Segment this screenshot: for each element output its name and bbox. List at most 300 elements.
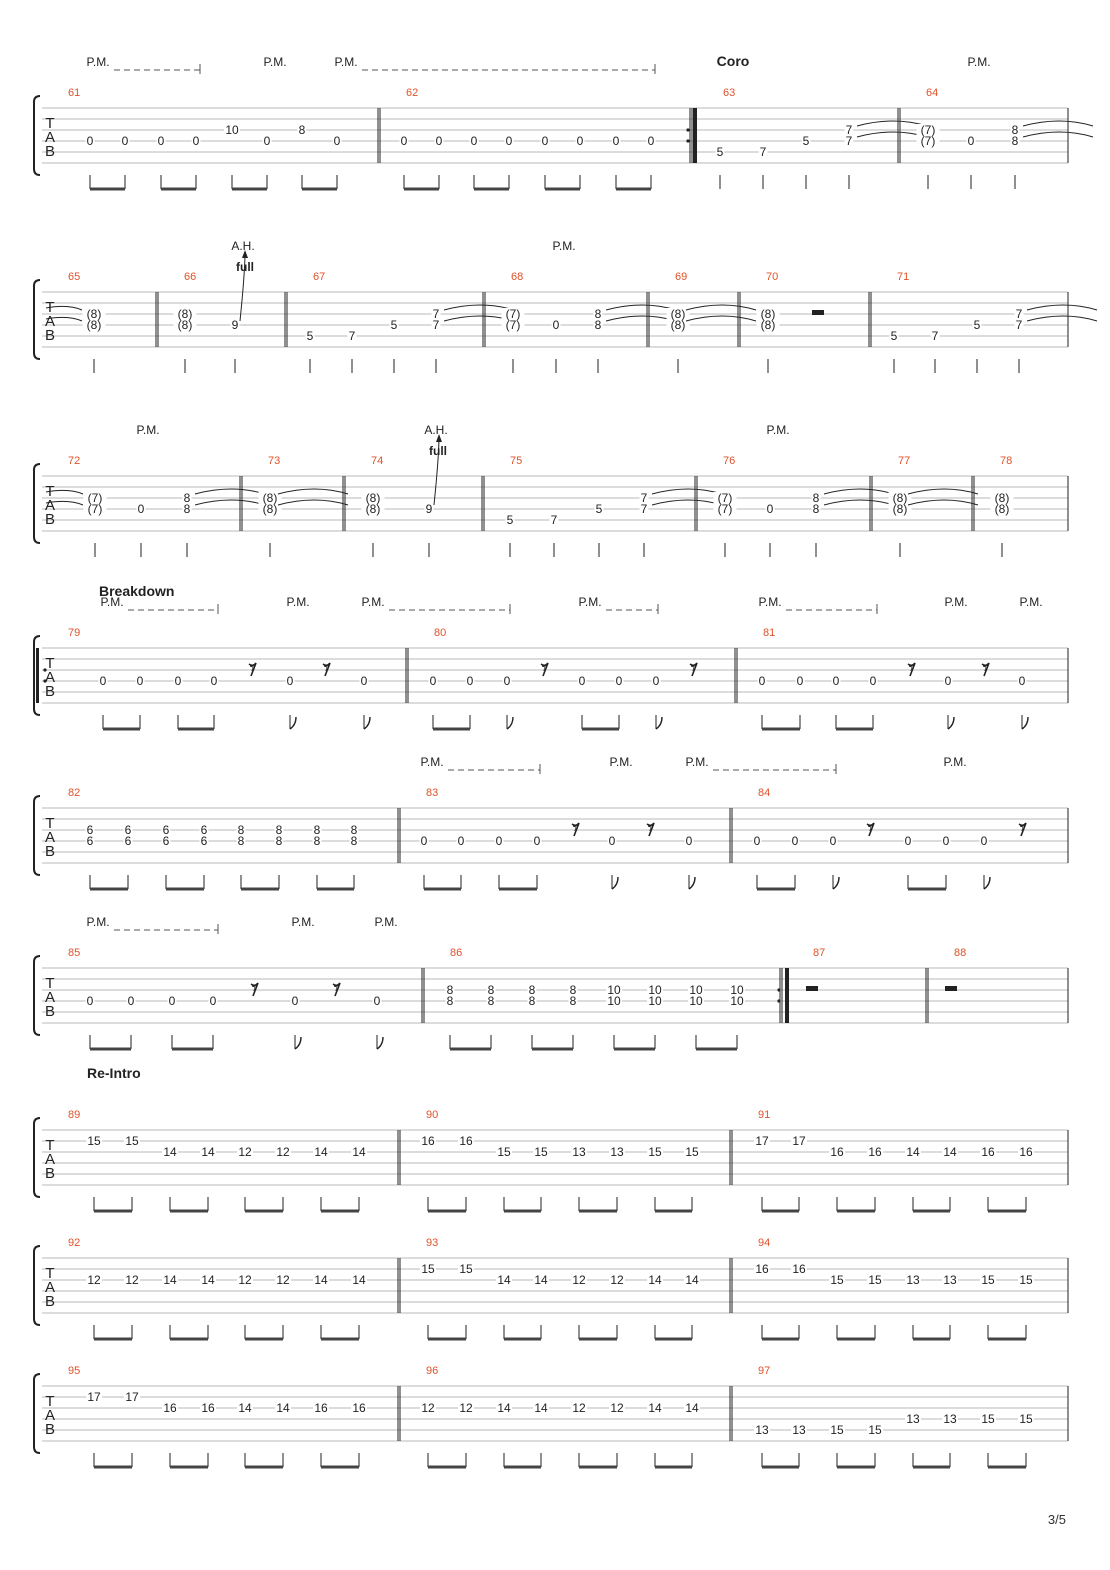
fret-number: (8)	[760, 307, 776, 321]
fret-number: 0	[435, 134, 443, 148]
bar-number: 71	[897, 271, 910, 283]
fret-number: 16	[830, 1145, 844, 1159]
note-beam	[321, 1338, 359, 1341]
fret-number: 5	[595, 502, 603, 516]
fret-number: 7	[845, 123, 853, 137]
note-beam	[245, 1466, 283, 1469]
fret-number: 17	[125, 1390, 139, 1404]
fret-number: 15	[868, 1273, 882, 1287]
fret-number: 8	[298, 123, 306, 137]
tie-arc	[908, 500, 978, 505]
fret-number: 12	[610, 1401, 624, 1415]
fret-number: 0	[495, 834, 503, 848]
note-beam	[161, 188, 196, 191]
bar-number: 72	[68, 455, 81, 467]
tab-clef-letter: A	[44, 1279, 56, 1296]
fret-number: 10	[607, 994, 621, 1008]
tab-clef-letter: T	[45, 815, 55, 832]
tie-arc	[652, 489, 722, 494]
tie-arc	[195, 500, 265, 505]
fret-number: 10	[689, 994, 703, 1008]
fret-number: 13	[943, 1412, 957, 1426]
fret-number: (8)	[892, 491, 908, 505]
fret-number: 0	[766, 502, 774, 516]
fret-number: 0	[758, 674, 766, 688]
fret-number: 8	[183, 491, 191, 505]
eighth-rest: 𝄾	[867, 818, 873, 838]
fret-number: 0	[286, 674, 294, 688]
bar-number: 77	[898, 455, 911, 467]
fret-number: 7	[640, 502, 648, 516]
fret-number: 8	[528, 983, 536, 997]
fret-number: 0	[753, 834, 761, 848]
fret-number: 0	[552, 318, 560, 332]
fret-number: 0	[86, 994, 94, 1008]
note-beam	[245, 1210, 283, 1213]
fret-number: (7)	[717, 502, 733, 516]
fret-number: 14	[352, 1145, 366, 1159]
repeat-dot	[777, 999, 780, 1002]
note-beam	[545, 188, 580, 191]
note-beam	[433, 728, 470, 731]
system-bracket	[34, 464, 40, 543]
staff-system	[34, 764, 1068, 891]
fret-number: 0	[832, 674, 840, 688]
palm-mute-label: P.M.	[1019, 595, 1043, 609]
palm-mute-label: P.M.	[578, 595, 602, 609]
fret-number: (8)	[670, 307, 686, 321]
fret-number: 14	[534, 1401, 548, 1415]
repeat-dot	[686, 139, 689, 142]
note-flag	[833, 877, 839, 889]
fret-number: 7	[432, 318, 440, 332]
note-flag	[948, 717, 954, 729]
staff-system	[34, 250, 1097, 373]
fret-number: 0	[796, 674, 804, 688]
fret-number: 8	[237, 834, 245, 848]
palm-mute-label: P.M.	[766, 423, 790, 437]
fret-number: 5	[506, 513, 514, 527]
fret-number: 15	[868, 1423, 882, 1437]
fret-number: 16	[981, 1145, 995, 1159]
fret-number: 16	[868, 1145, 882, 1159]
system-bracket	[34, 280, 40, 359]
bar-number: 86	[450, 947, 463, 959]
bar-number: 89	[68, 1109, 81, 1121]
fret-number: 8	[350, 823, 358, 837]
note-beam	[988, 1338, 1026, 1341]
tab-clef-letter: B	[44, 683, 56, 700]
bar-number: 74	[371, 455, 384, 467]
note-beam	[913, 1210, 950, 1213]
tie-arc	[652, 500, 722, 505]
fret-number: 14	[276, 1401, 290, 1415]
bar-number: 91	[758, 1109, 771, 1121]
fret-number: 15	[830, 1273, 844, 1287]
note-flag	[364, 717, 370, 729]
tab-clef-letter: T	[45, 115, 55, 132]
fret-number: (8)	[177, 307, 193, 321]
note-beam	[450, 1048, 491, 1051]
fret-number: 0	[210, 674, 218, 688]
palm-mute-label: P.M.	[374, 915, 398, 929]
rest-symbol	[806, 986, 818, 991]
note-beam	[837, 1338, 875, 1341]
note-beam	[532, 1048, 573, 1051]
fret-number: 10	[607, 983, 621, 997]
eighth-rest: 𝄾	[647, 818, 653, 838]
fret-number: 5	[716, 145, 724, 159]
fret-number: 12	[276, 1273, 290, 1287]
fret-number: 0	[1018, 674, 1026, 688]
palm-mute-label: P.M.	[263, 55, 287, 69]
fret-number: 0	[121, 134, 129, 148]
fret-number: 15	[87, 1134, 101, 1148]
palm-mute-label: P.M.	[943, 755, 967, 769]
fret-number: 7	[1015, 318, 1023, 332]
palm-mute-label: P.M.	[420, 755, 444, 769]
fret-number: 0	[373, 994, 381, 1008]
system-bracket	[34, 1118, 40, 1197]
fret-number: 12	[238, 1145, 252, 1159]
palm-mute-label: P.M.	[86, 55, 110, 69]
fret-number: 15	[1019, 1412, 1033, 1426]
staff-system	[34, 1246, 1068, 1341]
tab-clef-letter: T	[45, 655, 55, 672]
eighth-rest: 𝄾	[541, 658, 547, 678]
fret-number: 8	[446, 994, 454, 1008]
bar-number: 80	[434, 627, 447, 639]
tie-arc	[278, 500, 348, 505]
tie-arc	[1027, 305, 1097, 310]
fret-number: 6	[124, 834, 132, 848]
bar-number: 90	[426, 1109, 439, 1121]
fret-number: (8)	[262, 491, 278, 505]
fret-number: 9	[425, 502, 433, 516]
bar-number: 81	[763, 627, 776, 639]
repeat-bar	[693, 108, 697, 163]
eighth-rest: 𝄾	[982, 658, 988, 678]
fret-number: 8	[446, 983, 454, 997]
fret-number: 7	[432, 307, 440, 321]
bend-amount: full	[429, 444, 447, 458]
note-beam	[428, 1466, 466, 1469]
system-bracket	[34, 796, 40, 875]
fret-number: 5	[802, 134, 810, 148]
fret-number: 6	[162, 834, 170, 848]
fret-number: 0	[615, 674, 623, 688]
palm-mute-label: P.M.	[136, 423, 160, 437]
fret-number: 0	[652, 674, 660, 688]
note-beam	[913, 1338, 950, 1341]
bar-number: 84	[758, 787, 771, 799]
fret-number: 15	[421, 1262, 435, 1276]
bar-number: 66	[184, 271, 197, 283]
note-flag	[295, 1037, 301, 1049]
fret-number: 14	[352, 1273, 366, 1287]
fret-number: 6	[200, 834, 208, 848]
fret-number: (8)	[892, 502, 908, 516]
fret-number: 0	[904, 834, 912, 848]
fret-number: 12	[87, 1273, 101, 1287]
bar-number: 61	[68, 87, 81, 99]
fret-number: (8)	[994, 502, 1010, 516]
fret-number: 14	[314, 1273, 328, 1287]
section-label: Re-Intro	[87, 1065, 141, 1081]
fret-number: 0	[942, 834, 950, 848]
note-beam	[579, 1466, 617, 1469]
fret-number: 0	[157, 134, 165, 148]
fret-number: 17	[87, 1390, 101, 1404]
section-label: Breakdown	[99, 583, 175, 599]
fret-number: 0	[533, 834, 541, 848]
palm-mute-label: A.H.	[424, 423, 448, 437]
fret-number: 16	[201, 1401, 215, 1415]
fret-number: 15	[685, 1145, 699, 1159]
fret-number: 0	[578, 674, 586, 688]
fret-number: (7)	[920, 123, 936, 137]
fret-number: (7)	[87, 502, 103, 516]
tab-clef-letter: B	[44, 1293, 56, 1310]
eighth-rest: 𝄾	[249, 658, 255, 678]
eighth-rest: 𝄾	[908, 658, 914, 678]
fret-number: 15	[125, 1134, 139, 1148]
note-beam	[474, 188, 509, 191]
tie-arc	[824, 500, 894, 505]
tab-clef-letter: T	[45, 1137, 55, 1154]
note-beam	[655, 1338, 692, 1341]
fret-number: 10	[730, 994, 744, 1008]
tab-clef-letter: B	[44, 1421, 56, 1438]
fret-number: 6	[200, 823, 208, 837]
note-beam	[504, 1466, 541, 1469]
fret-number: 0	[209, 994, 217, 1008]
note-beam	[232, 188, 267, 191]
fret-number: 8	[812, 502, 820, 516]
tab-clef-letter: T	[45, 1265, 55, 1282]
note-beam	[245, 1338, 283, 1341]
fret-number: 7	[1015, 307, 1023, 321]
fret-number: 12	[610, 1273, 624, 1287]
note-beam	[321, 1210, 359, 1213]
fret-number: 13	[610, 1145, 624, 1159]
fret-number: 14	[906, 1145, 920, 1159]
fret-number: (7)	[505, 307, 521, 321]
note-beam	[655, 1210, 692, 1213]
system-bracket	[34, 96, 40, 175]
fret-number: (8)	[760, 318, 776, 332]
eighth-rest: 𝄾	[333, 978, 339, 998]
repeat-dot	[777, 988, 780, 991]
fret-number: 10	[648, 994, 662, 1008]
note-beam	[170, 1338, 208, 1341]
tie-arc	[824, 489, 894, 494]
tie-arc	[606, 316, 676, 321]
fret-number: 15	[830, 1423, 844, 1437]
bar-number: 68	[511, 271, 524, 283]
fret-number: 8	[275, 834, 283, 848]
bar-number: 62	[406, 87, 419, 99]
note-beam	[762, 1338, 799, 1341]
bar-number: 75	[510, 455, 523, 467]
fret-number: (8)	[177, 318, 193, 332]
fret-number: (7)	[87, 491, 103, 505]
fret-number: 0	[576, 134, 584, 148]
fret-number: 0	[612, 134, 620, 148]
fret-number: 13	[792, 1423, 806, 1437]
fret-number: 14	[201, 1145, 215, 1159]
bar-number: 96	[426, 1365, 439, 1377]
tab-clef-letter: A	[44, 129, 56, 146]
tie-arc	[1027, 316, 1097, 321]
fret-number: 0	[86, 134, 94, 148]
fret-number: 16	[459, 1134, 473, 1148]
page-number: 3/5	[1047, 1512, 1066, 1527]
fret-number: 16	[792, 1262, 806, 1276]
fret-number: 8	[1011, 134, 1019, 148]
fret-number: (7)	[505, 318, 521, 332]
fret-number: 10	[648, 983, 662, 997]
fret-number: 12	[238, 1273, 252, 1287]
tie-arc	[1023, 121, 1093, 126]
eighth-rest: 𝄾	[1019, 818, 1025, 838]
eighth-rest: 𝄾	[572, 818, 578, 838]
note-beam	[762, 1210, 799, 1213]
fret-number: 5	[890, 329, 898, 343]
fret-number: 6	[124, 823, 132, 837]
tab-clef-letter: B	[44, 327, 56, 344]
repeat-dot	[686, 128, 689, 131]
fret-number: 16	[755, 1262, 769, 1276]
fret-number: 0	[429, 674, 437, 688]
fret-number: 8	[1011, 123, 1019, 137]
fret-number: 13	[755, 1423, 769, 1437]
palm-mute-label: P.M.	[685, 755, 709, 769]
bar-number: 92	[68, 1237, 81, 1249]
fret-number: 6	[86, 823, 94, 837]
note-flag	[290, 717, 296, 729]
bend-amount: full	[236, 260, 254, 274]
palm-mute-label: P.M.	[609, 755, 633, 769]
note-flag	[612, 877, 618, 889]
fret-number: 12	[459, 1401, 473, 1415]
palm-mute-label: P.M.	[334, 55, 358, 69]
note-beam	[90, 188, 125, 191]
tie-arc	[686, 305, 756, 310]
note-beam	[178, 728, 214, 731]
note-beam	[90, 888, 128, 891]
fret-number: 15	[1019, 1273, 1033, 1287]
note-beam	[172, 1048, 213, 1051]
fret-number: (8)	[262, 502, 278, 516]
note-beam	[241, 888, 279, 891]
fret-number: 10	[225, 123, 239, 137]
fret-number: 8	[237, 823, 245, 837]
note-beam	[836, 728, 873, 731]
note-flag	[1022, 717, 1028, 729]
fret-number: 0	[466, 674, 474, 688]
fret-number: 14	[314, 1145, 328, 1159]
palm-mute-label: A.H.	[231, 239, 255, 253]
fret-number: (8)	[86, 307, 102, 321]
fret-number: 0	[967, 134, 975, 148]
fret-number: 16	[163, 1401, 177, 1415]
fret-number: 12	[276, 1145, 290, 1159]
fret-number: 15	[648, 1145, 662, 1159]
repeat-bar	[785, 968, 789, 1023]
note-flag	[984, 877, 990, 889]
note-beam	[94, 1210, 132, 1213]
fret-number: 0	[980, 834, 988, 848]
bar-number: 64	[926, 87, 939, 99]
fret-number: 10	[689, 983, 703, 997]
palm-mute-label: P.M.	[291, 915, 315, 929]
bar-number: 83	[426, 787, 439, 799]
fret-number: (8)	[86, 318, 102, 332]
note-beam	[499, 888, 537, 891]
tab-clef-letter: A	[44, 1407, 56, 1424]
fret-number: 16	[421, 1134, 435, 1148]
fret-number: 14	[648, 1401, 662, 1415]
fret-number: 0	[944, 674, 952, 688]
bar-number: 69	[675, 271, 688, 283]
note-beam	[913, 1466, 950, 1469]
tie-arc	[686, 316, 756, 321]
bar-number: 70	[766, 271, 779, 283]
fret-number: 0	[829, 834, 837, 848]
note-beam	[582, 728, 619, 731]
fret-number: 16	[314, 1401, 328, 1415]
fret-number: (8)	[670, 318, 686, 332]
note-beam	[170, 1210, 208, 1213]
fret-number: 14	[163, 1273, 177, 1287]
fret-number: 14	[201, 1273, 215, 1287]
fret-number: 0	[541, 134, 549, 148]
note-beam	[504, 1210, 541, 1213]
tab-clef-letter: B	[44, 511, 56, 528]
note-beam	[428, 1210, 466, 1213]
fret-number: 6	[86, 834, 94, 848]
note-flag	[507, 717, 513, 729]
fret-number: (7)	[920, 134, 936, 148]
eighth-rest: 𝄾	[323, 658, 329, 678]
tab-clef-letter: A	[44, 497, 56, 514]
fret-number: 7	[931, 329, 939, 343]
fret-number: 0	[457, 834, 465, 848]
fret-number: 5	[973, 318, 981, 332]
tab-clef-letter: T	[45, 299, 55, 316]
fret-number: 5	[306, 329, 314, 343]
fret-number: 16	[1019, 1145, 1033, 1159]
bar-number: 73	[268, 455, 281, 467]
bar-number: 67	[313, 271, 326, 283]
bar-number: 93	[426, 1237, 439, 1249]
tab-clef-letter: A	[44, 829, 56, 846]
fret-number: 0	[470, 134, 478, 148]
fret-number: 7	[759, 145, 767, 159]
fret-number: 13	[572, 1145, 586, 1159]
fret-number: 0	[192, 134, 200, 148]
fret-number: 8	[487, 983, 495, 997]
fret-number: 13	[906, 1412, 920, 1426]
bar-number: 82	[68, 787, 81, 799]
note-beam	[616, 188, 651, 191]
note-beam	[302, 188, 337, 191]
repeat-start-bar	[36, 648, 39, 703]
fret-number: 8	[594, 307, 602, 321]
fret-number: 8	[528, 994, 536, 1008]
fret-number: 7	[845, 134, 853, 148]
